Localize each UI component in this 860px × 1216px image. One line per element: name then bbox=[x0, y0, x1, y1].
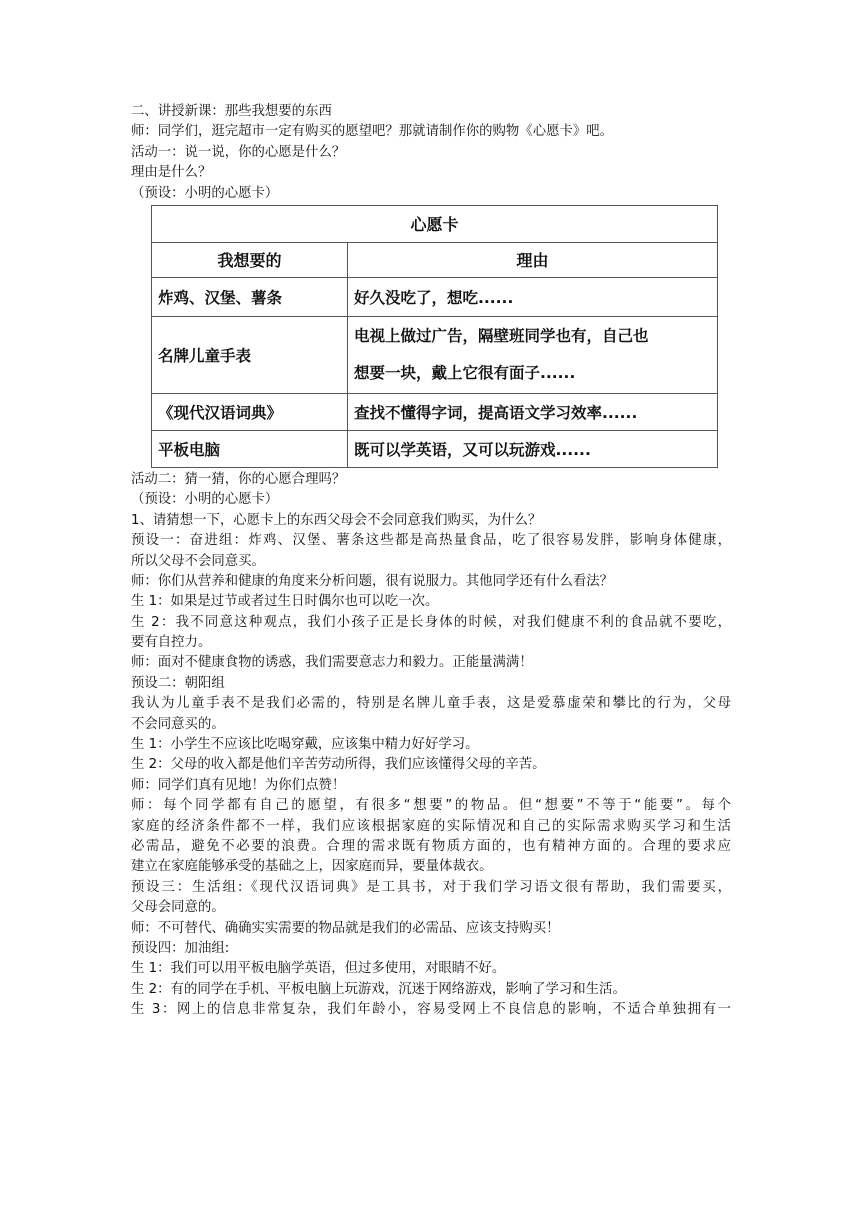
wish-reason-cell: 好久没吃了，想吃...... bbox=[348, 277, 718, 316]
text-line: 师：不可替代、确确实实需要的物品就是我们的必需品、应该支持购买！ bbox=[131, 920, 560, 936]
wish-reason-cell bbox=[348, 316, 718, 393]
text-line: 家庭的经济条件都不一样，我们应该根据家庭的实际情况和自己的实际需求购买学习和生活 bbox=[131, 818, 731, 834]
text-line: 生 2：我不同意这种观点，我们小孩子正是长身体的时候，对我们健康不利的食品就不要吃， bbox=[131, 614, 731, 630]
column-header-item: 我想要的 bbox=[152, 242, 348, 277]
text-line: 师：同学们真有见地！为你们点赞！ bbox=[131, 777, 346, 793]
text-line: 预设一：奋进组：炸鸡、汉堡、薯条这些都是高热量食品，吃了很容易发胖，影响身体健康， bbox=[131, 533, 731, 549]
section-title: 二、讲授新课：那些我想要的东西 bbox=[131, 104, 332, 119]
text-line: 预设二：朝阳组 bbox=[131, 675, 225, 691]
text-line: 所以父母不会同意买。 bbox=[131, 553, 265, 569]
text-line: 生 2：父母的收入都是他们辛苦劳动所得，我们应该懂得父母的辛苦。 bbox=[131, 757, 546, 773]
text-line: 建立在家庭能够承受的基础之上，因家庭而异，要量体裁衣。 bbox=[131, 859, 493, 875]
text-line: 必需品，避免不必要的浪费。合理的需求既有物质方面的，也有精神方面的。合理的要求应 bbox=[131, 838, 731, 854]
wish-reason-cell: 既可以学英语，又可以玩游戏...... bbox=[348, 430, 718, 467]
preset-wish-card-label: （预设：小明的心愿卡） bbox=[131, 185, 279, 201]
table-row bbox=[152, 430, 718, 467]
text-line: 预设三：生活组:《现代汉语词典》是工具书，对于我们学习语文很有帮助，我们需要买， bbox=[131, 879, 731, 895]
text-line: 生 1：如果是过节或者过生日时偶尔也可以吃一次。 bbox=[131, 594, 439, 610]
text-line: 预设四：加油组: bbox=[131, 940, 230, 956]
wish-item-cell: 平板电脑 bbox=[152, 430, 348, 467]
wish-card-table bbox=[151, 205, 718, 468]
table-row bbox=[152, 277, 718, 316]
text-line: 1、请猜想一下，心愿卡上的东西父母会不会同意我们购买，为什么？ bbox=[131, 512, 542, 528]
text-line: 师：你们从营养和健康的角度来分析问题，很有说服力。其他同学还有什么看法？ bbox=[131, 573, 614, 589]
text-line: （预设：小明的心愿卡） bbox=[131, 492, 279, 508]
text-line: 生 1：小学生不应该比吃喝穿戴，应该集中精力好好学习。 bbox=[131, 737, 479, 753]
text-line: 不会同意买的。 bbox=[131, 716, 225, 732]
table-row bbox=[152, 316, 718, 393]
document-body bbox=[131, 102, 731, 1021]
wish-card-title: 心愿卡 bbox=[152, 205, 718, 242]
text-line: 我认为儿童手表不是我们必需的，特别是名牌儿童手表，这是爱慕虚荣和攀比的行为，父母 bbox=[131, 696, 731, 712]
text-line: 活动二：猜一猜，你的心愿合理吗？ bbox=[131, 471, 346, 487]
text-line: 师：每个同学都有自己的愿望，有很多“想要”的物品。但“想要”不等于“能要”。每个 bbox=[131, 798, 731, 814]
teacher-intro: 师：同学们，逛完超市一定有购买的愿望吧？那就请制作你的购物《心愿卡》吧。 bbox=[131, 124, 614, 140]
text-line: 生 1：我们可以用平板电脑学英语，但过多使用，对眼睛不好。 bbox=[131, 961, 506, 977]
wish-item-cell: 炸鸡、汉堡、薯条 bbox=[152, 277, 348, 316]
wish-reason-cell: 查找不懂得字词，提高语文学习效率...... bbox=[348, 393, 718, 430]
activity-one-question: 活动一：说一说，你的心愿是什么？ bbox=[131, 144, 346, 160]
text-line: 生 2：有的同学在手机、平板电脑上玩游戏，沉迷于网络游戏，影响了学习和生活。 bbox=[131, 981, 626, 997]
wish-reason-line: 想要一块，戴上它很有面子...... bbox=[354, 363, 576, 382]
table-row bbox=[152, 393, 718, 430]
column-header-reason: 理由 bbox=[348, 242, 718, 277]
wish-item-cell: 名牌儿童手表 bbox=[152, 316, 348, 393]
body-paragraphs bbox=[131, 470, 731, 1021]
activity-one-reason-question: 理由是什么？ bbox=[131, 165, 212, 181]
text-line: 生 3：网上的信息非常复杂，我们年龄小，容易受网上不良信息的影响，不适合单独拥有一 bbox=[131, 1002, 731, 1018]
wish-item-cell: 《现代汉语词典》 bbox=[152, 393, 348, 430]
text-line: 要有自控力。 bbox=[131, 635, 212, 651]
text-line: 师：面对不健康食物的诱惑，我们需要意志力和毅力。正能量满满！ bbox=[131, 655, 533, 671]
text-line: 父母会同意的。 bbox=[131, 900, 225, 916]
wish-reason-line: 电视上做过广告，隔壁班同学也有，自己也 bbox=[354, 326, 649, 345]
